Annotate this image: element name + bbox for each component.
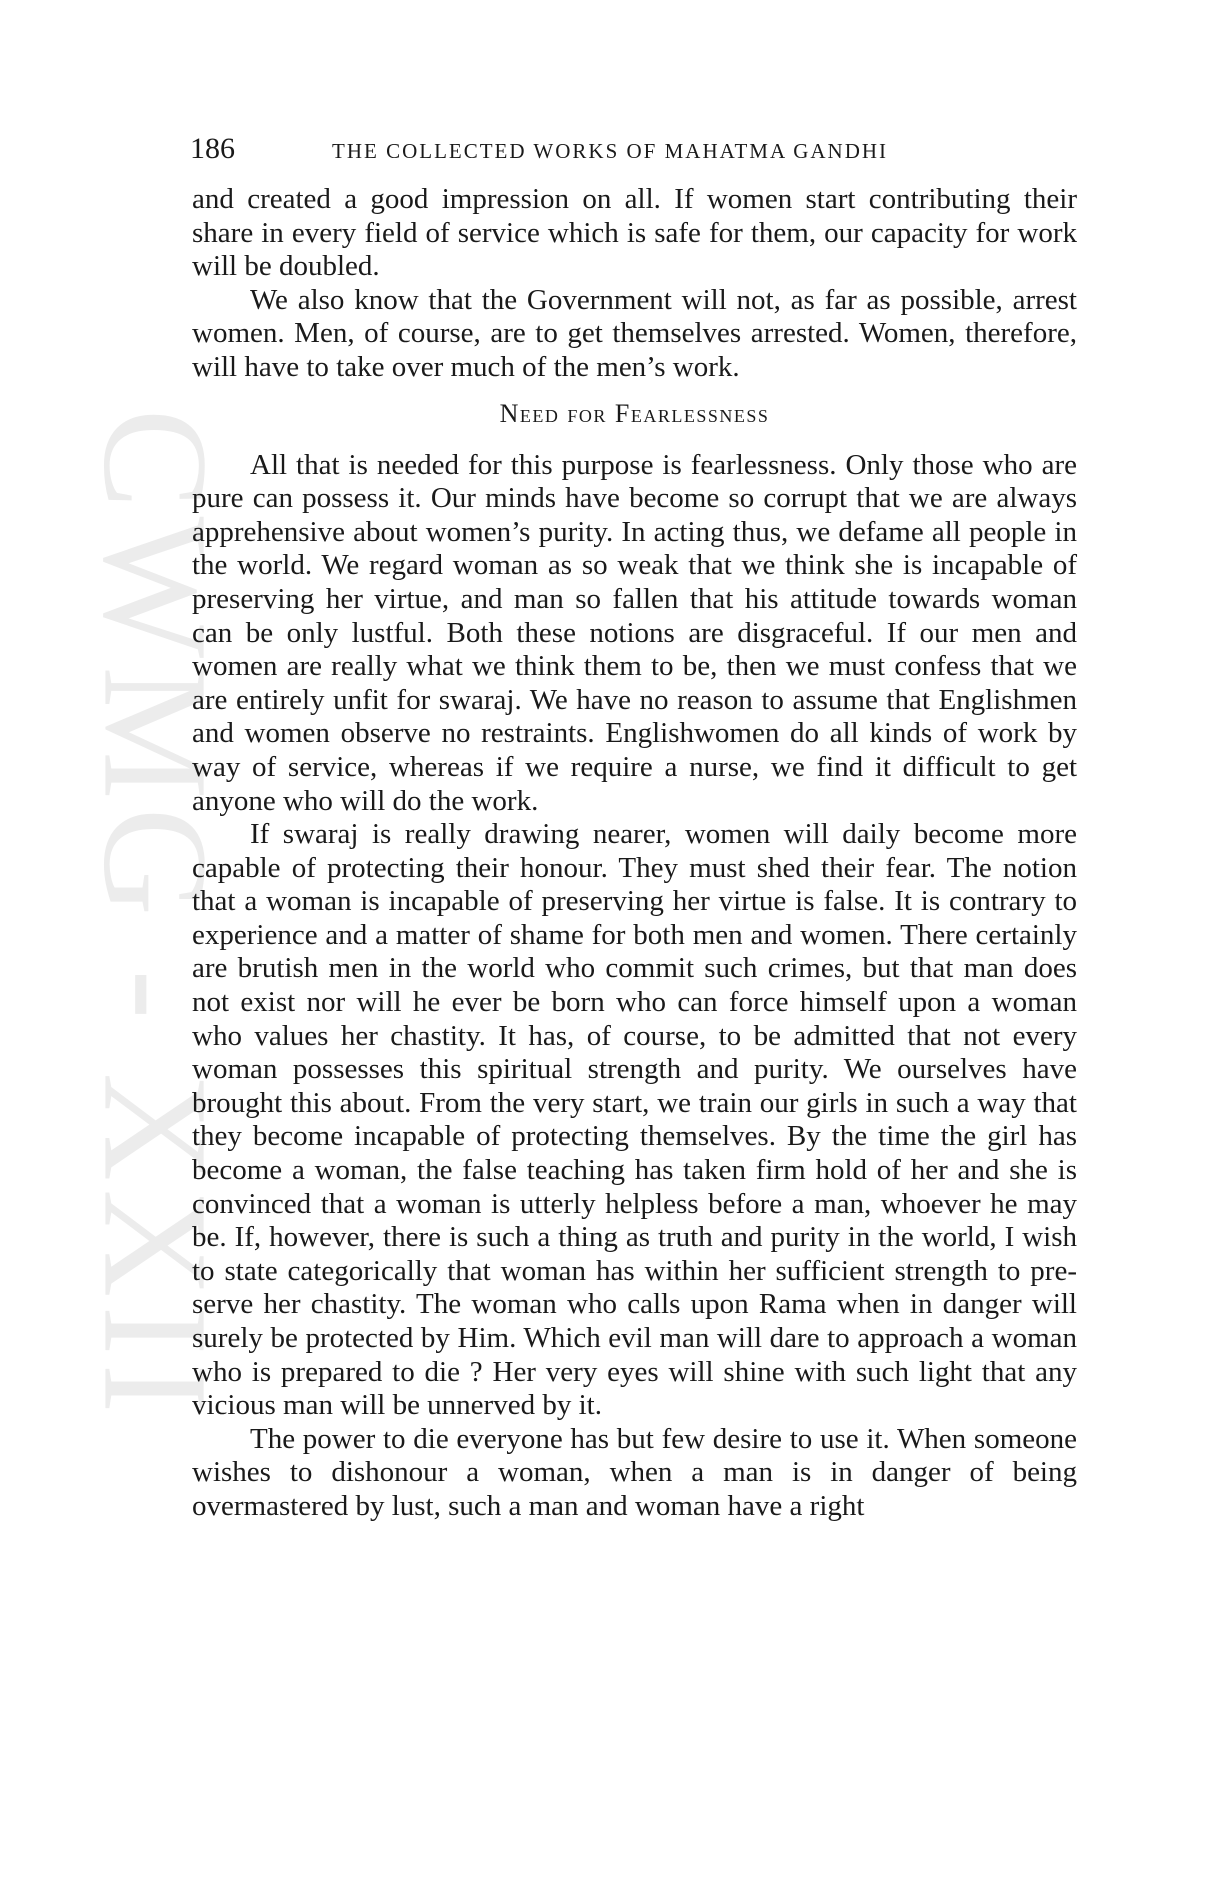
paragraph-5: The power to die everyone has but few desire to use it. When someone wishes to dishonour a woman, when a man is in danger of being overmastered by lust, such a man and woman have a right xyxy=(192,1422,1077,1522)
page-number: 186 xyxy=(190,132,235,165)
paragraph-1: and created a good impression on all. If women start contributing their share in every field of service which is safe for them, our capacity for work will be doubled. xyxy=(192,183,1077,283)
paragraph-3: All that is needed for this purpose is fearlessness. Only those who are pure can possess it. Our minds have become so corrupt that we are always apprehensive about women’s purity. In acting thus, we defame all people in the world. We regard woman as so weak that we think she is incapable of preserving her virtue, and man so fallen that his attitude towards woman can be only lustful. Both these notions are disgraceful. If our men and women are really what we think them to be, then we must confess that we are entirely unfit for swaraj. We have no reason to assume that Englishmen and women observe no restraints. Englishwomen do all kinds of work by way of service, whereas if we require a nurse, we find it difficult to get anyone who will do the work. xyxy=(192,448,1077,817)
page-header xyxy=(190,132,1080,172)
running-head: THE COLLECTED WORKS OF MAHATMA GANDHI xyxy=(332,139,889,163)
body-text xyxy=(192,183,1077,1524)
section-heading: Need for Fearlessness xyxy=(499,398,770,428)
paragraph-4: If swaraj is really drawing nearer, women will daily become more capable of protecting their honour. They must shed their fear. The notion that a woman is incapable of preserving her virtue is false. It is contrary to experience and a matter of shame for both men and women. There certainly are brutish men in the world who commit such crimes, but that man does not exist nor will he ever be born who can force himself upon a woman who values her chastity. It has, of course, to be admitted that not every woman possesses this spiritual strength and purity. We ourselves have brought this about. From the very start, we train our girls in such a way that they become incapable of protecting themselves. By the time the girl has become a woman, the false teaching has taken firm hold of her and she is convinced that a woman is utterly helpless before a man, whoever he may be. If, however, there is such a thing as truth and purity in the world, I wish to state categorically that woman has within her sufficient strength to preserve her chastity. The woman who calls upon Rama when in danger will surely be protected by Him. Which evil man will dare to approach a woman who is prepared to die ? Her very eyes will shine with such light that any vicious man will be unnerved by it. xyxy=(192,818,1077,1422)
watermark-text: CWMG - XXII xyxy=(72,408,238,1422)
paragraph-2: We also know that the Government will not, as far as possible, arrest women. Men, of course, are to get themselves arrested. Women, therefore, will have to take over much of the men’s work. xyxy=(192,283,1077,383)
